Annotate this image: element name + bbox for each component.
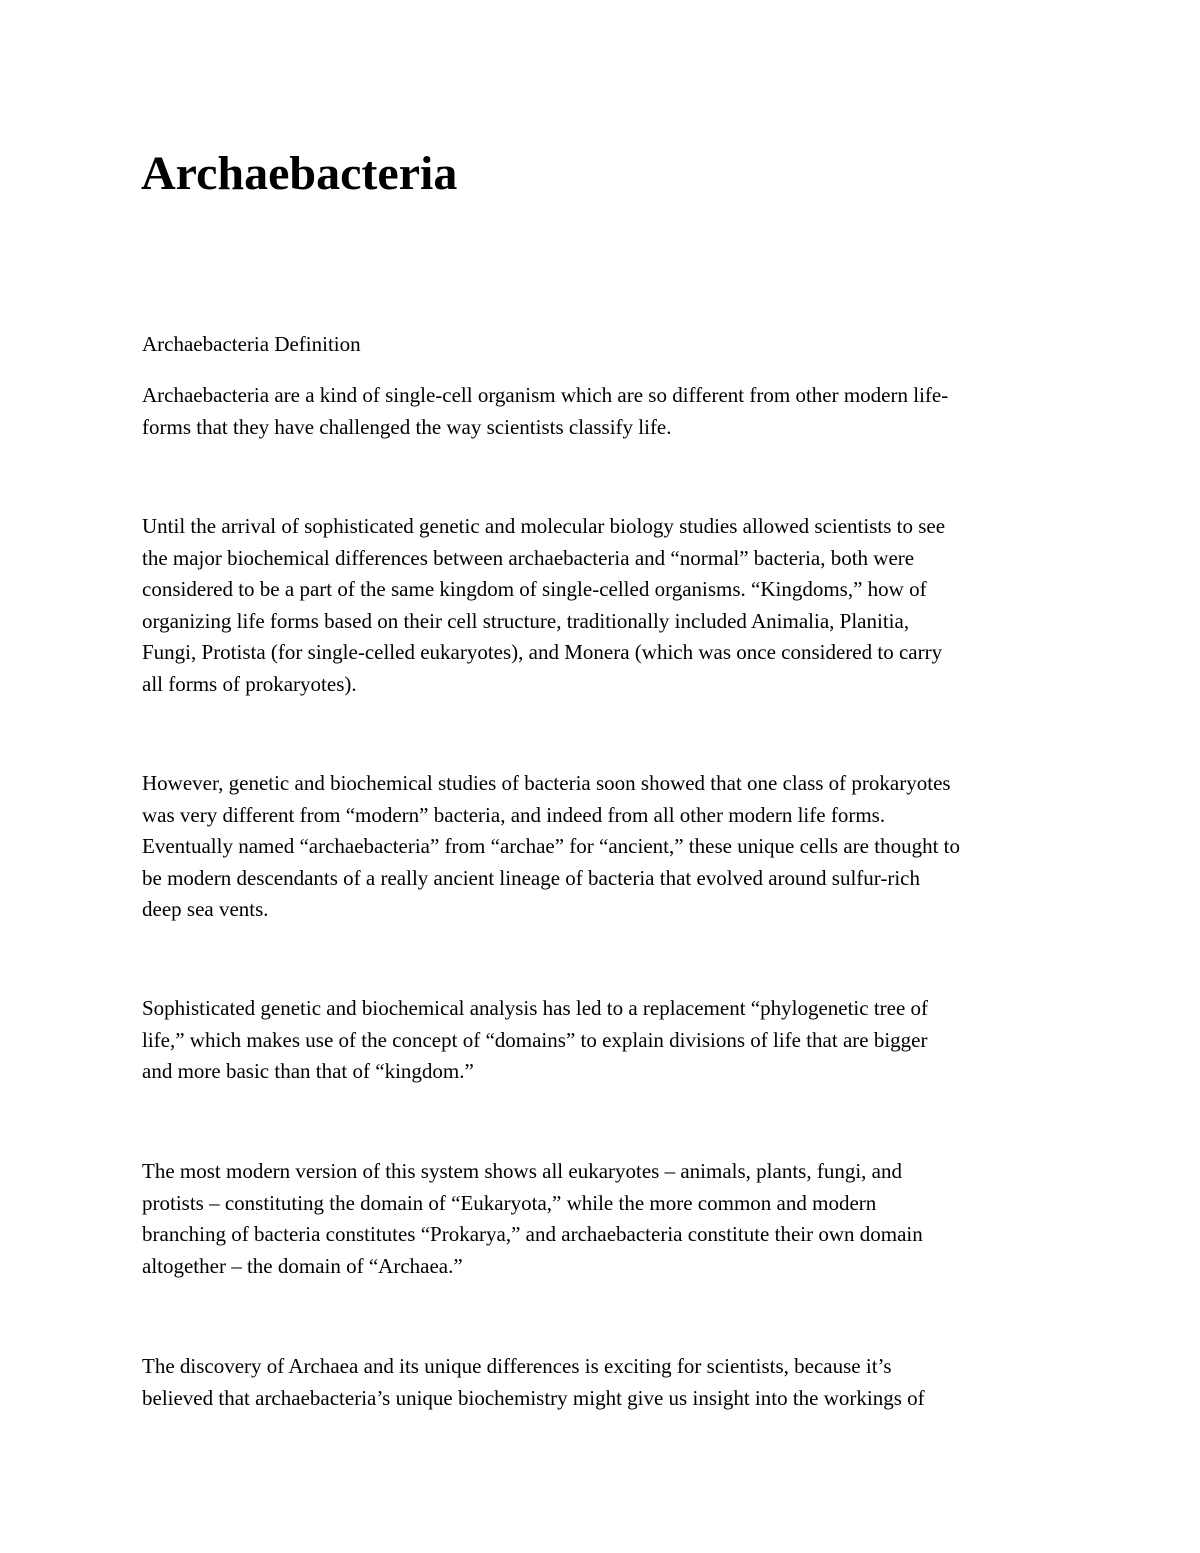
paragraph-3 bbox=[142, 768, 1077, 926]
paragraph-6 bbox=[142, 1351, 1077, 1414]
paragraph-line: However, genetic and biochemical studies of bacteria soon showed that one class of prokaryotes bbox=[142, 771, 951, 795]
document-title: Archaebacteria bbox=[141, 147, 458, 200]
paragraph-2 bbox=[142, 511, 1077, 700]
paragraph-line: deep sea vents. bbox=[142, 897, 269, 921]
paragraph-line: protists – constituting the domain of “Eukaryota,” while the more common and modern bbox=[142, 1190, 877, 1215]
paragraph-line: life,” which makes use of the concept of “domains” to explain divisions of life that are bigger bbox=[142, 1027, 928, 1052]
paragraph-line: The discovery of Archaea and its unique differences is exciting for scientists, because it’s bbox=[142, 1354, 892, 1378]
paragraph-line: Fungi, Protista (for single-celled eukaryotes), and Monera (which was once considered to carry bbox=[142, 640, 943, 664]
paragraph-line: altogether – the domain of “Archaea.” bbox=[142, 1253, 463, 1278]
paragraph-4 bbox=[142, 993, 1077, 1088]
paragraph-1 bbox=[142, 380, 1077, 443]
paragraph-line: branching of bacteria constitutes “Prokarya,” and archaebacteria constitute their own domain bbox=[142, 1222, 923, 1246]
paragraph-line: and more basic than that of “kingdom.” bbox=[142, 1059, 474, 1083]
paragraph-line: forms that they have challenged the way scientists classify life. bbox=[142, 414, 672, 439]
paragraph-line: Archaebacteria are a kind of single-cell organism which are so different from other modern life- bbox=[142, 383, 949, 407]
paragraph-line: the major biochemical differences between archaebacteria and “normal” bacteria, both were bbox=[142, 545, 915, 570]
paragraph-line: be modern descendants of a really ancient lineage of bacteria that evolved around sulfur-rich bbox=[142, 865, 920, 890]
paragraph-line: Sophisticated genetic and biochemical analysis has led to a replacement “phylogenetic tree of bbox=[142, 996, 929, 1020]
paragraph-line: Until the arrival of sophisticated genetic and molecular biology studies allowed scientists to see bbox=[142, 514, 946, 538]
section-heading: Archaebacteria Definition bbox=[142, 332, 361, 356]
paragraph-line: considered to be a part of the same kingdom of single-celled organisms. “Kingdoms,” how of bbox=[142, 577, 927, 601]
paragraph-line: organizing life forms based on their cell structure, traditionally included Animalia, Planitia, bbox=[142, 608, 910, 633]
paragraph-line: all forms of prokaryotes). bbox=[142, 671, 357, 696]
paragraph-line: The most modern version of this system shows all eukaryotes – animals, plants, fungi, and bbox=[142, 1159, 902, 1183]
paragraph-5 bbox=[142, 1156, 1077, 1282]
paragraph-line: Eventually named “archaebacteria” from “archae” for “ancient,” these unique cells are thought to bbox=[142, 834, 960, 858]
paragraph-line: was very different from “modern” bacteria, and indeed from all other modern life forms. bbox=[142, 802, 886, 827]
paragraph-line: believed that archaebacteria’s unique biochemistry might give us insight into the workings of bbox=[142, 1385, 925, 1410]
